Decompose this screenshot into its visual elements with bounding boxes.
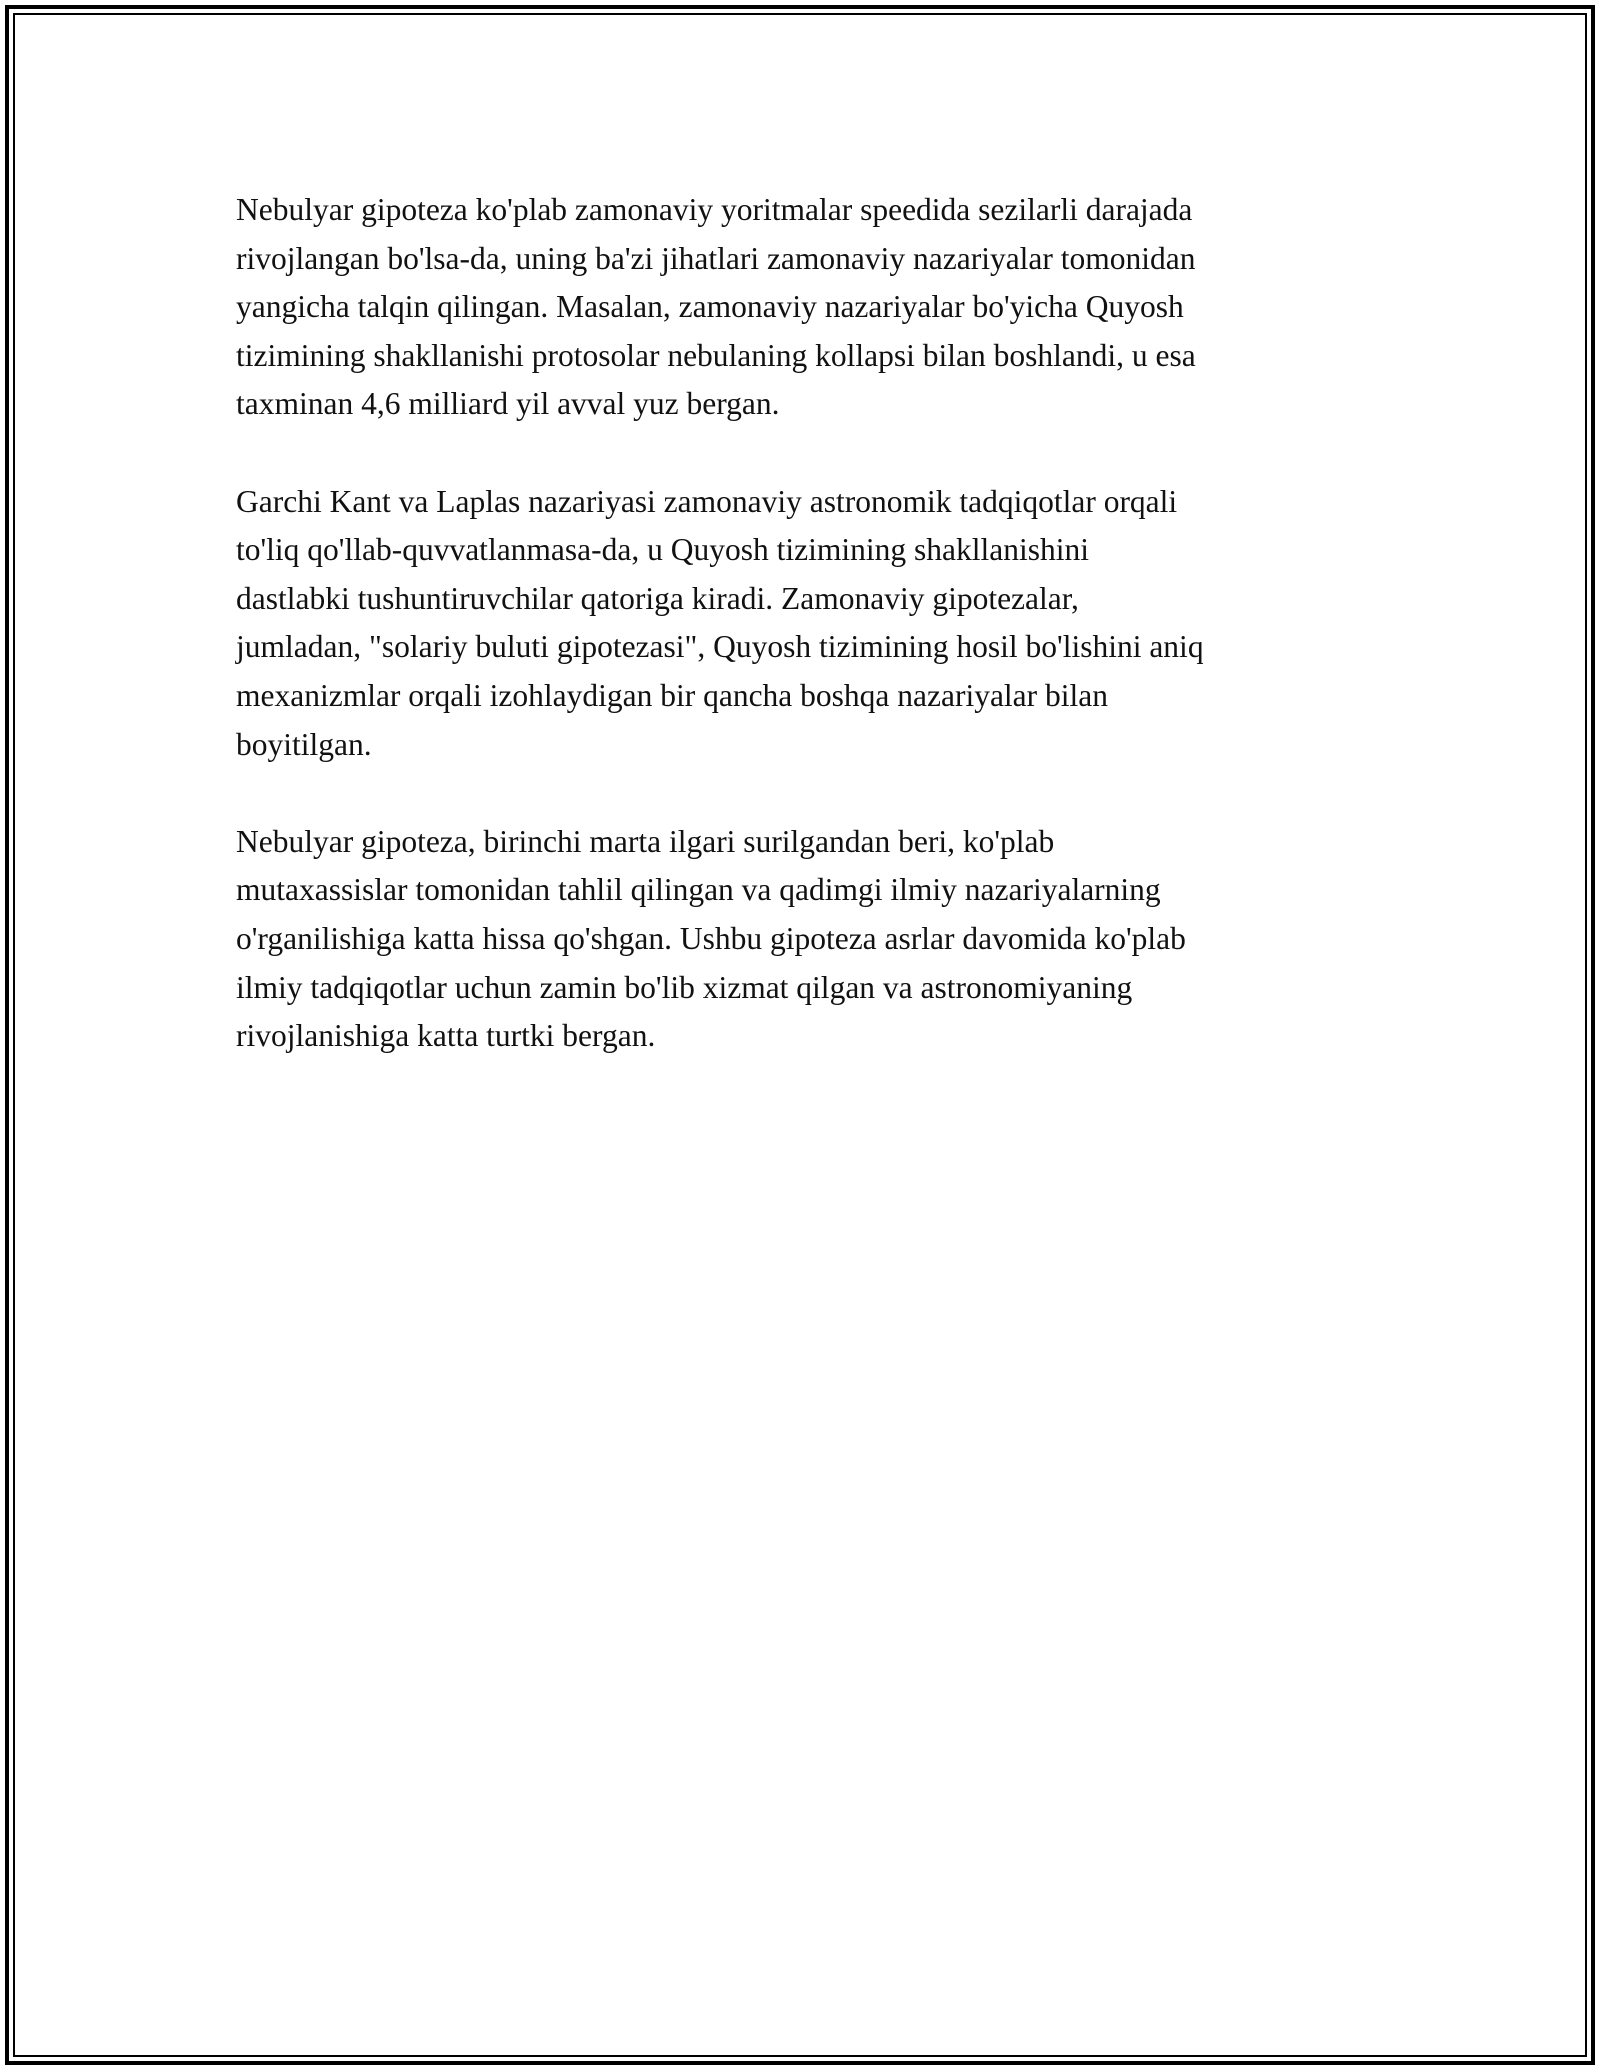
paragraph-line: jumladan, "solariy buluti gipotezasi", Quyosh tizimining hosil bo'lishini aniq — [236, 629, 1204, 665]
paragraph-3 — [236, 818, 1376, 1061]
paragraph-line: boyitilgan. — [236, 726, 372, 762]
paragraph-line: rivojlangan bo'lsa-da, uning ba'zi jihatlari zamonaviy nazariyalar tomonidan — [236, 240, 1196, 276]
paragraph-line: ilmiy tadqiqotlar uchun zamin bo'lib xizmat qilgan va astronomiyaning — [236, 969, 1133, 1005]
paragraph-line: rivojlanishiga katta turtki bergan. — [236, 1018, 656, 1054]
paragraph-line: Nebulyar gipoteza, birinchi marta ilgari surilgandan beri, ko'plab — [236, 823, 1055, 859]
paragraph-line: yangicha talqin qilingan. Masalan, zamonaviy nazariyalar bo'yicha Quyosh — [236, 289, 1184, 325]
paragraph-line: tizimining shakllanishi protosolar nebulaning kollapsi bilan boshlandi, u esa — [236, 337, 1196, 373]
document-body — [236, 186, 1376, 1109]
paragraph-line: mutaxassislar tomonidan tahlil qilingan va qadimgi ilmiy nazariyalarning — [236, 872, 1161, 908]
paragraph-line: dastlabki tushuntiruvchilar qatoriga kiradi. Zamonaviy gipotezalar, — [236, 580, 1079, 616]
paragraph-2 — [236, 478, 1376, 770]
paragraph-line: mexanizmlar orqali izohlaydigan bir qancha boshqa nazariyalar bilan — [236, 677, 1109, 713]
paragraph-line: Nebulyar gipoteza ko'plab zamonaviy yoritmalar speedida sezilarli darajada — [236, 192, 1193, 227]
paragraph-1 — [236, 186, 1376, 429]
paragraph-line: o'rganilishiga katta hissa qo'shgan. Ushbu gipoteza asrlar davomida ko'plab — [236, 920, 1186, 956]
paragraph-line: taxminan 4,6 milliard yil avval yuz bergan. — [236, 386, 780, 422]
paragraph-line: Garchi Kant va Laplas nazariyasi zamonaviy astronomik tadqiqotlar orqali — [236, 483, 1178, 519]
paragraph-line: to'liq qo'llab-quvvatlanmasa-da, u Quyosh tizimining shakllanishini — [236, 532, 1089, 568]
